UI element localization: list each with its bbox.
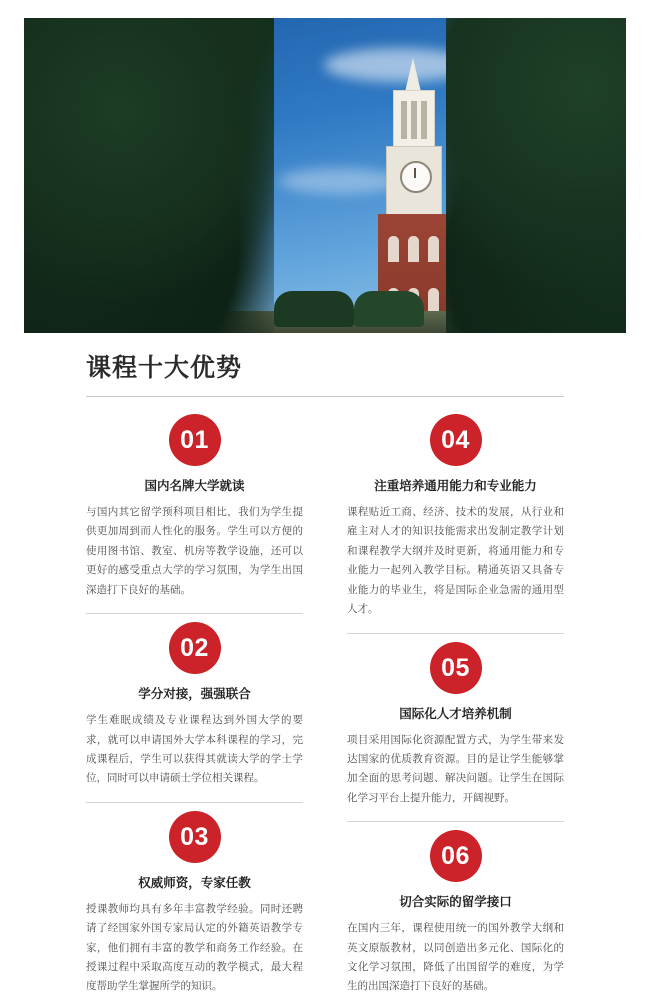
belfry-slat <box>421 101 427 139</box>
advantage-title: 切合实际的留学接口 <box>399 895 512 910</box>
advantage-number-badge: 05 <box>430 642 482 694</box>
advantage-body: 与国内其它留学预科项目相比，我们为学生提供更加周到而人性化的服务。学生可以方便的使用图书馆、教室、机房等教学设施，还可以更好的感受重点大学的学习氛围，为学生出国深造打下良好的基础。 <box>86 506 303 596</box>
advantage-item <box>347 822 564 997</box>
advantage-title: 国内名牌大学就读 <box>144 479 245 493</box>
tower-window <box>428 236 439 262</box>
page-title: 课程十大优势 <box>86 354 243 382</box>
advantage-item <box>347 634 564 823</box>
advantage-body: 项目采用国际化资源配置方式，为学生带来发达国家的优质教育资源。目的是让学生能够掌加全面的思考问题、解决问题。让学生在国际化学习平台上提升能力，开阔视野。 <box>347 733 564 804</box>
advantage-number-badge: 03 <box>169 811 221 863</box>
hero-campus-photo <box>24 18 626 333</box>
foreground-tree-left <box>24 18 274 333</box>
title-divider <box>86 396 564 397</box>
advantages-column-left <box>86 406 303 997</box>
advantage-body: 授课教师均具有多年丰富教学经验。同时还聘请了经国家外国专家局认定的外籍英语教学专家，他们拥有丰富的教学和商务工作经验。在授课过程中采取高度互动的教学模式，最大程度帮助学生掌握所学的知识。 <box>86 902 303 993</box>
foreground-tree-right <box>446 18 626 333</box>
advantage-item <box>86 406 303 614</box>
tower-spire <box>405 58 421 92</box>
belfry-slat <box>401 101 407 139</box>
advantage-title: 学分对接，强强联合 <box>138 687 251 702</box>
advantage-item <box>347 406 564 634</box>
advantage-title: 国际化人才培养机制 <box>399 706 512 721</box>
belfry-slat <box>411 101 417 139</box>
tower-belfry <box>393 90 435 150</box>
advantage-body: 课程贴近工商、经济、技术的发展，从行业和雇主对人才的知识技能需求出发制定教学计划和课程教学大纲并及时更新，将通用能力和专业能力一起列入教学目标。精通英语又具备专业能力的毕业生，将是国际企业急需的通用型人才。 <box>347 506 564 616</box>
shrub <box>354 291 424 327</box>
advantage-number-badge: 06 <box>430 830 482 882</box>
shrub <box>274 291 354 327</box>
tower-window <box>408 236 419 262</box>
advantage-number-badge: 02 <box>169 622 221 674</box>
advantage-number-badge: 04 <box>430 414 482 466</box>
clock-icon <box>400 161 432 193</box>
advantage-body: 学生难眠成绩及专业课程达到外国大学的要求，就可以申请国外大学本科课程的学习，完成课程后，学生可以获得其就读大学的学士学位，同时可以申请硕士学位相关课程。 <box>86 714 303 785</box>
advantage-title: 注重培养通用能力和专业能力 <box>374 479 537 493</box>
tower-window <box>388 236 399 262</box>
advantages-grid <box>86 406 564 997</box>
advantage-item <box>86 803 303 997</box>
advantage-body: 在国内三年，课程使用统一的国外教学大纲和英文原版教材，以同创造出多元化、国际化的文化学习氛围，降低了出国留学的难度，为学生的出国深造打下良好的基础。 <box>347 922 564 993</box>
advantage-title: 权威师资，专家任教 <box>138 875 251 890</box>
advantage-number-badge: 01 <box>169 414 221 466</box>
advantages-column-right <box>347 406 564 997</box>
tower-clock-housing <box>386 146 442 218</box>
advantage-item <box>86 614 303 803</box>
